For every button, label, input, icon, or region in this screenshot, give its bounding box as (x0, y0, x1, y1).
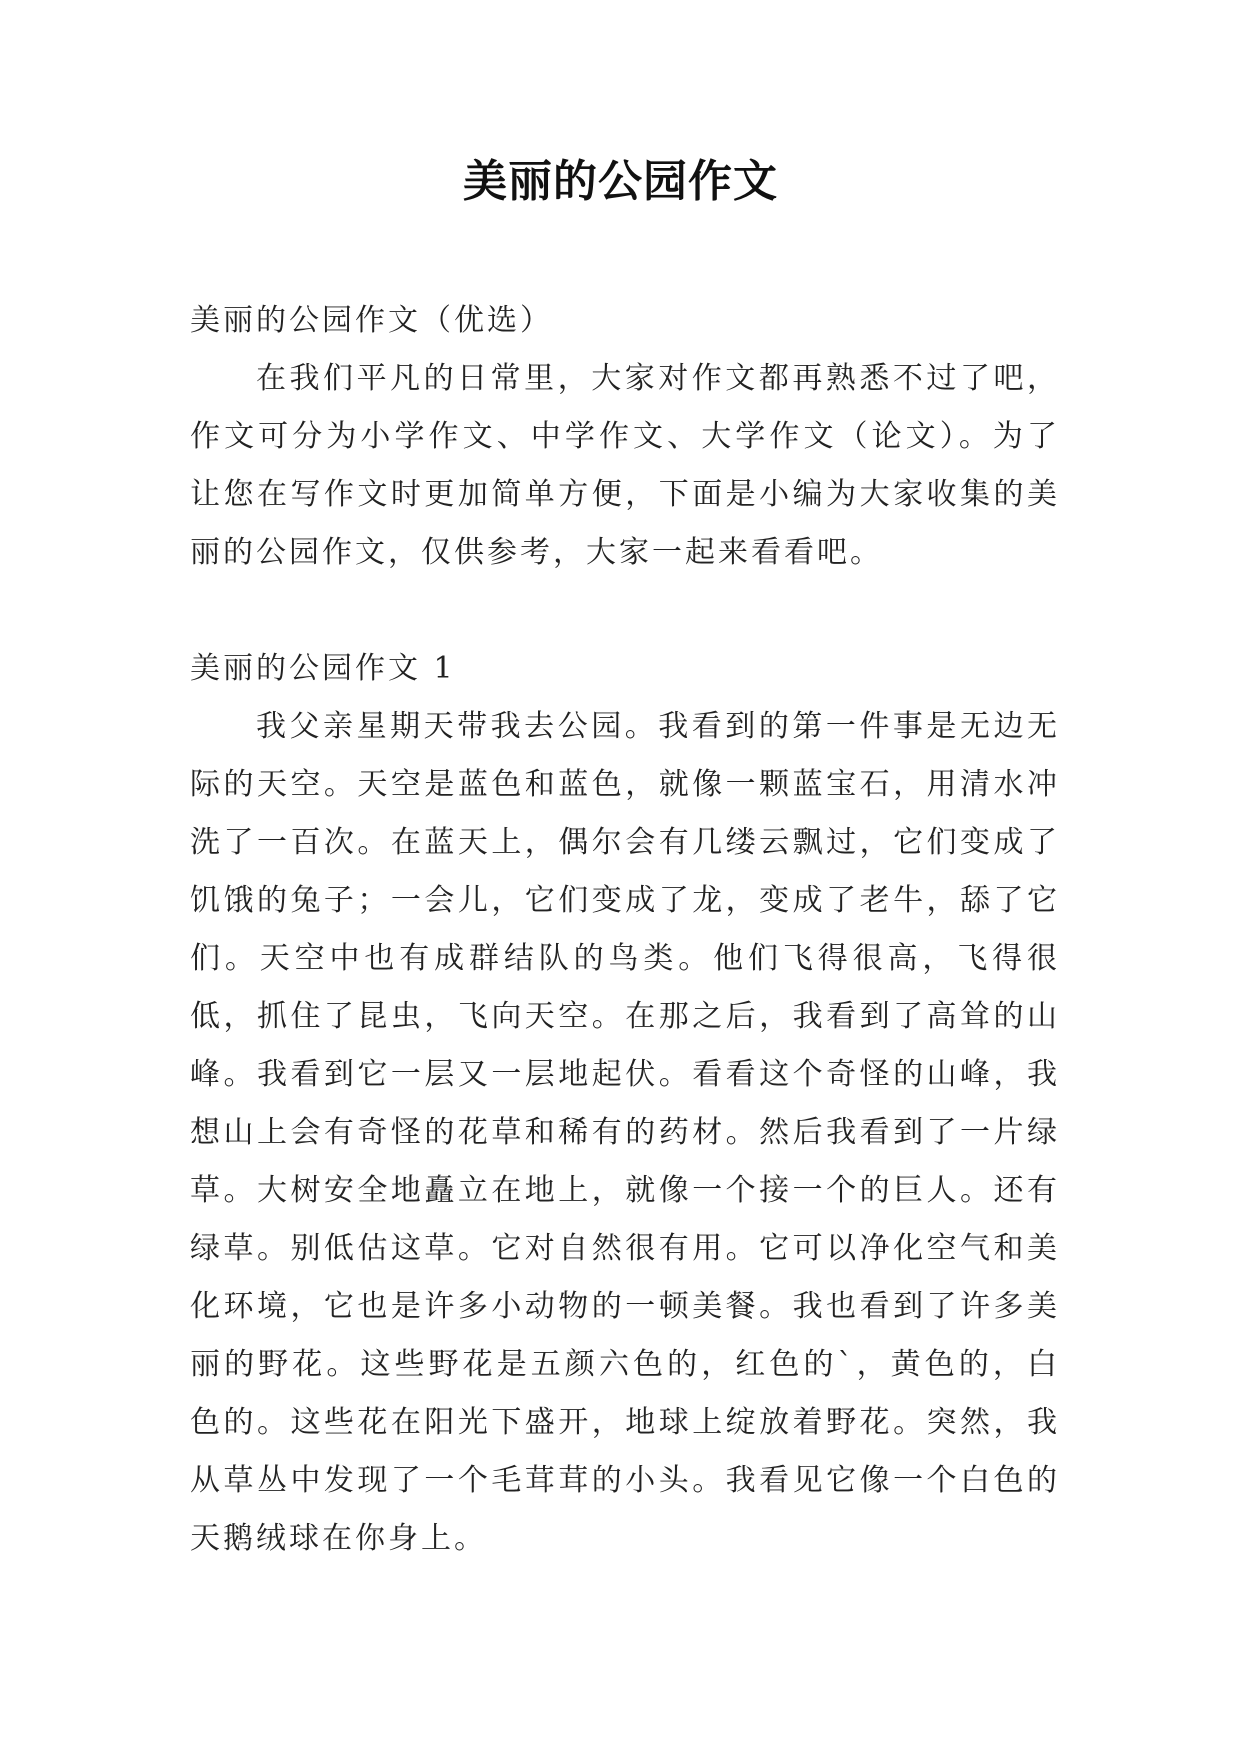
document-title: 美丽的公园作文 (463, 156, 778, 207)
paragraph-gap (190, 582, 1060, 640)
section-heading-essay-1: 美丽的公园作文 1 (190, 651, 456, 686)
document-body (190, 292, 1060, 1568)
intro-paragraph: 在我们平凡的日常里，大家对作文都再熟悉不过了吧，作文可分为小学作文、中学作文、大学作文（论文）。为了让您在写作文时更加简单方便，下面是小编为大家收集的美丽的公园作文，仅供参考，大家一起来看看吧。 (190, 361, 1060, 570)
section-heading-intro: 美丽的公园作文（优选） (190, 303, 553, 338)
essay-1-paragraph: 我父亲星期天带我去公园。我看到的第一件事是无边无际的天空。天空是蓝色和蓝色，就像一颗蓝宝石，用清水冲洗了一百次。在蓝天上，偶尔会有几缕云飘过，它们变成了饥饿的兔子；一会儿，它们变成了龙，变成了老牛，舔了它们。天空中也有成群结队的鸟类。他们飞得很高，飞得很低，抓住了昆虫，飞向天空。在那之后，我看到了高耸的山峰。我看到它一层又一层地起伏。看看这个奇怪的山峰，我想山上会有奇怪的花草和稀有的药材。然后我看到了一片绿草。大树安全地矗立在地上，就像一个接一个的巨人。还有绿草。别低估这草。它对自然很有用。它可以净化空气和美化环境，它也是许多小动物的一顿美餐。我也看到了许多美丽的野花。这些野花是五颜六色的，红色的`，黄色的，白色的。这些花在阳光下盛开，地球上绽放着野花。突然，我从草丛中发现了一个毛茸茸的小头。我看见它像一个白色的天鹅绒球在你身上。 (190, 709, 1060, 1556)
